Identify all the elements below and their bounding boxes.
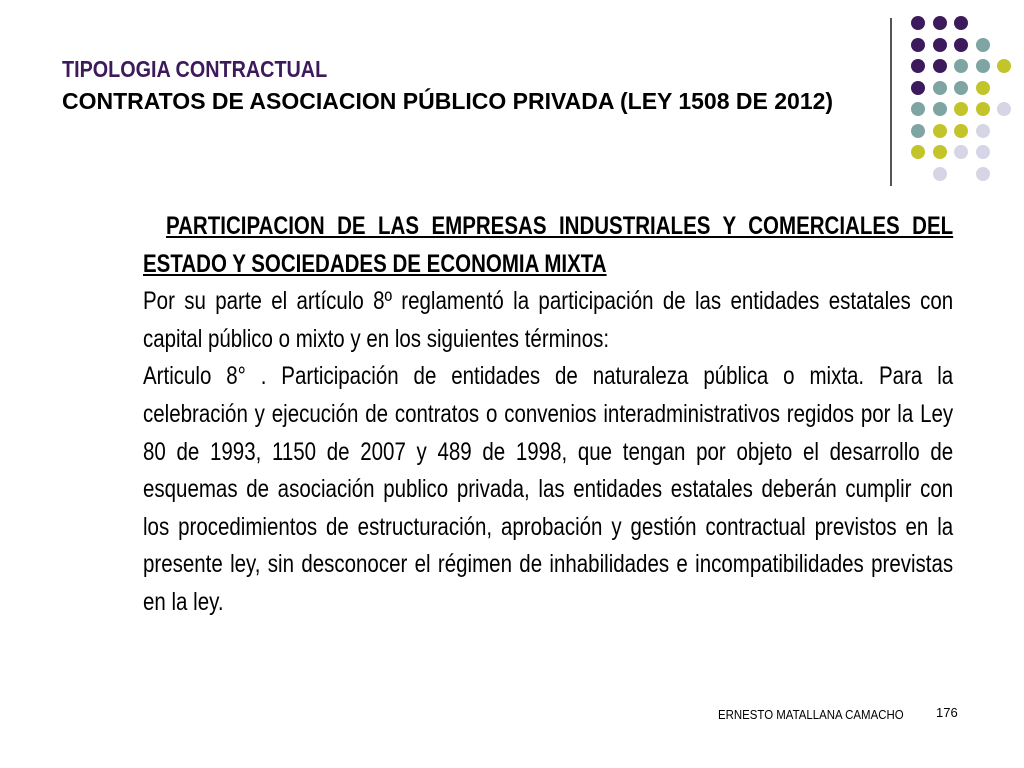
decorative-dot xyxy=(911,81,925,95)
decorative-dot xyxy=(933,102,947,116)
footer-author: ERNESTO MATALLANA CAMACHO xyxy=(718,707,904,722)
decorative-dot xyxy=(954,81,968,95)
decorative-dot xyxy=(976,59,990,73)
decorative-dot xyxy=(997,59,1011,73)
decorative-dot xyxy=(911,102,925,116)
decorative-dot xyxy=(911,59,925,73)
decorative-dot xyxy=(911,38,925,52)
decorative-dot xyxy=(954,102,968,116)
decorative-dot xyxy=(933,38,947,52)
decorative-dot xyxy=(976,124,990,138)
slide-title: TIPOLOGIA CONTRACTUAL xyxy=(62,56,328,82)
decorative-dot xyxy=(933,81,947,95)
decorative-dot xyxy=(954,124,968,138)
decorative-dot xyxy=(933,167,947,181)
decorative-dot xyxy=(997,102,1011,116)
slide-body xyxy=(143,208,953,622)
decorative-dot xyxy=(954,145,968,159)
body-paragraph-1: Por su parte el artículo 8º reglamentó la participación de las entidades estatales con capital público o mixto y en los siguientes términos: xyxy=(143,287,954,353)
decorative-dot xyxy=(911,145,925,159)
page-number: 176 xyxy=(936,705,958,720)
decorative-dot xyxy=(911,124,925,138)
vertical-divider xyxy=(890,18,892,186)
slide-body-text xyxy=(143,208,953,622)
decorative-dot xyxy=(933,145,947,159)
section-heading: PARTICIPACION DE LAS EMPRESAS INDUSTRIALES Y COMERCIALES DEL ESTADO Y SOCIEDADES DE ECONOMIA MIXTA xyxy=(143,212,954,278)
decorative-dot xyxy=(976,38,990,52)
body-paragraph-2: Articulo 8° . Participación de entidades de naturaleza pública o mixta. Para la celebración y ejecución de contratos o convenios interadministrativos regidos por la Ley 80 de 1993, 1150 de 2007 y 489 de 1998, que tengan por objeto el desarrollo de esquemas de asociación publico privada, las entidades estatales deberán cumplir con los procedimientos de estructuración, aprobación y gestión contractual previstos en la presente ley, sin desconocer el régimen de inhabilidades e incompatibilidades previstas en la ley. xyxy=(143,362,954,616)
decorative-dot xyxy=(976,81,990,95)
title-block xyxy=(62,55,862,117)
decorative-dot xyxy=(976,145,990,159)
slide-subtitle: CONTRATOS DE ASOCIACION PÚBLICO PRIVADA (LEY 1508 DE 2012) xyxy=(62,88,834,114)
decorative-dot xyxy=(933,59,947,73)
decorative-dot xyxy=(933,124,947,138)
decorative-dot xyxy=(976,167,990,181)
decorative-dot xyxy=(911,16,925,30)
decorative-dot xyxy=(954,16,968,30)
decorative-dot xyxy=(954,59,968,73)
decorative-dot xyxy=(976,102,990,116)
decorative-dot xyxy=(933,16,947,30)
decorative-dot xyxy=(954,38,968,52)
